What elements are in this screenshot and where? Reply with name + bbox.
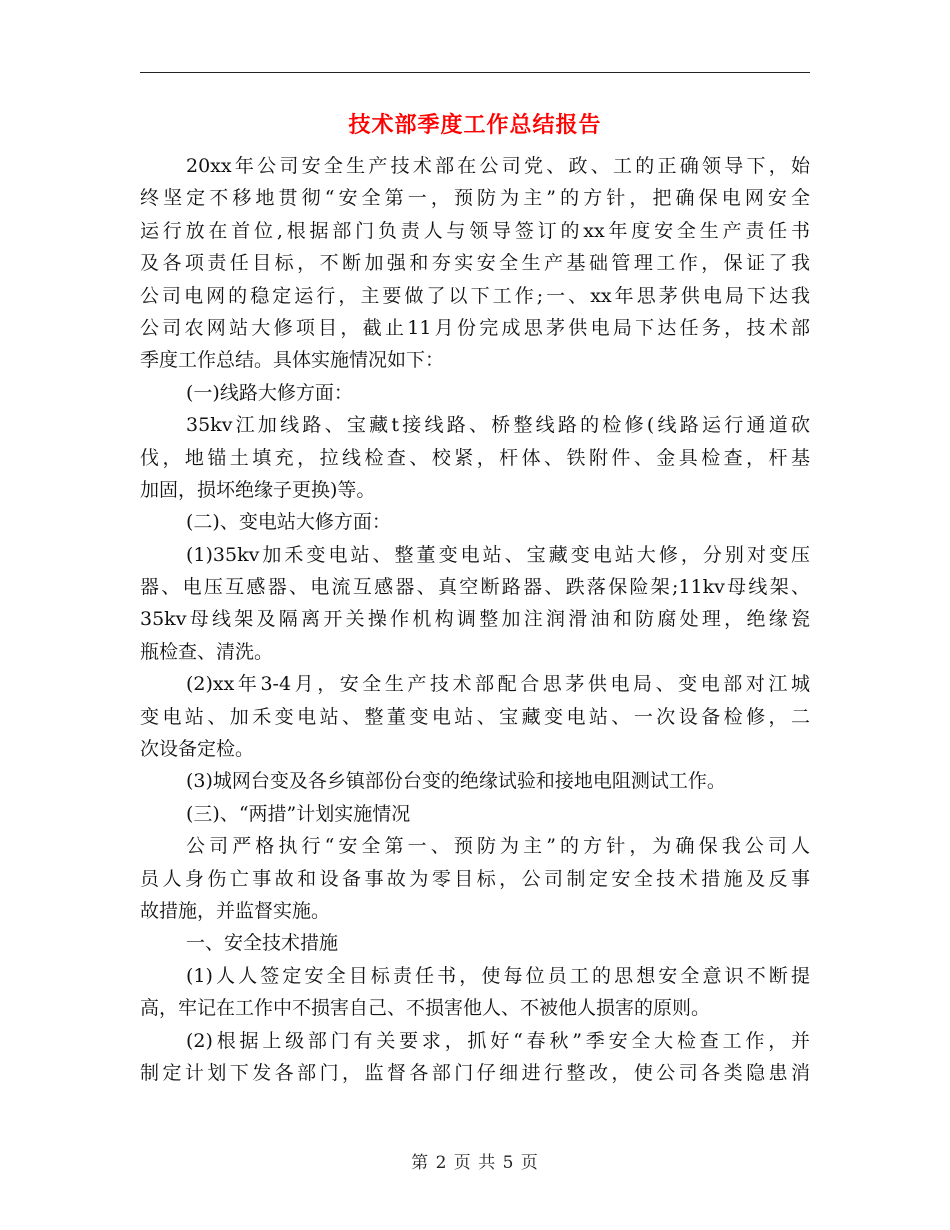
body-line: 公司严格执行“安全第一、预防为主”的方针，为确保我公司人: [186, 835, 810, 858]
body-line: (2)xx年3-4月，安全生产技术部配合思茅供电局、变电部对江城: [186, 673, 810, 696]
body-line: 伐，地锚土填充，拉线检查、校紧，杆体、铁附件、金具检查，杆基: [140, 446, 810, 469]
page-number: 第 2 页 共 5 页: [411, 1153, 539, 1173]
body-line: (1)35kv加禾变电站、整董变电站、宝藏变电站大修，分别对变压: [186, 543, 810, 566]
header-rule: [140, 72, 810, 73]
document-body: [140, 150, 810, 1089]
body-line: 器、电压互感器、电流互感器、真空断路器、跌落保险架;11kv母线架、: [140, 576, 810, 599]
body-line: (二)、变电站大修方面：: [186, 511, 391, 534]
body-line: 员人身伤亡事故和设备事故为零目标，公司制定安全技术措施及反事: [140, 867, 810, 890]
body-line: 制定计划下发各部门，监督各部门仔细进行整改，使公司各类隐患消: [140, 1061, 810, 1084]
body-line: 瓶检查、清洗。: [140, 640, 274, 663]
body-line: (一)线路大修方面：: [186, 381, 353, 404]
body-line: 运行放在首位,根据部门负责人与领导签订的xx年度安全生产责任书: [140, 219, 810, 242]
body-line: 20xx年公司安全生产技术部在公司党、政、工的正确领导下，始: [186, 155, 810, 177]
body-line: 公司农网站大修项目，截止11月份完成思茅供电局下达任务，技术部: [140, 316, 810, 339]
body-line: 公司电网的稳定运行，主要做了以下工作;一、xx年思茅供电局下达我: [140, 284, 810, 307]
body-line: (三)、“两措”计划实施情况: [186, 802, 411, 825]
body-line: 35kv江加线路、宝藏t接线路、桥整线路的检修(线路运行通道砍: [186, 414, 810, 437]
body-line: 变电站、加禾变电站、整董变电站、宝藏变电站、一次设备检修，二: [140, 705, 810, 728]
body-line: 终坚定不移地贯彻“安全第一，预防为主”的方针，把确保电网安全: [140, 187, 810, 210]
body-line: 高，牢记在工作中不损害自己、不损害他人、不被他人损害的原则。: [140, 997, 711, 1020]
body-line: 35kv母线架及隔离开关操作机构调整加注润滑油和防腐处理，绝缘瓷: [140, 608, 810, 631]
body-line: (3)城网台变及各乡镇部份台变的绝缘试验和接地电阻测试工作。: [186, 770, 726, 793]
body-line: 故措施，并监督实施。: [140, 899, 331, 922]
body-line: (2)根据上级部门有关要求，抓好“春秋”季安全大检查工作，并: [186, 1029, 810, 1052]
body-line: 及各项责任目标，不断加强和夯实安全生产基础管理工作，保证了我: [140, 252, 810, 275]
body-line: (1)人人签定安全目标责任书，使每位员工的思想安全意识不断提: [186, 964, 810, 987]
document-title: 技术部季度工作总结报告: [348, 113, 602, 138]
body-line: 季度工作总结。具体实施情况如下：: [140, 349, 445, 372]
body-line: 次设备定检。: [140, 738, 255, 761]
body-line: 加固，损坏绝缘子更换)等。: [140, 478, 376, 501]
body-line: 一、安全技术措施: [186, 932, 339, 955]
